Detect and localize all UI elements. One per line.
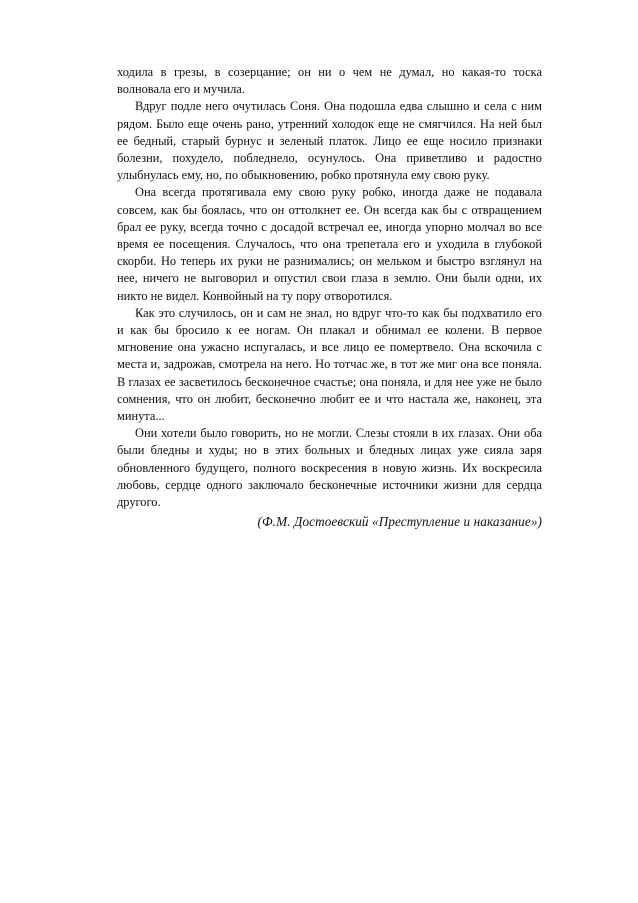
paragraph-3: Она всегда протягивала ему свою руку робко, иногда даже не подавала совсем, как бы боялась, что он оттолкнет ее. Он всегда как бы с отвращением брал ее руку, всегда точно с досадой встречал ее, иногда упорно молчал во все время ее посещения. Случалось, что она трепетала его и уходила в глубокой скорби. Но теперь их руки не разнимались; он мельком и быстро взглянул на нее, ничего не выговорил и опустил свои глаза в землю. Они были одни, их никто не видел. Конвойный на ту пору отворотился.: [117, 185, 542, 303]
paragraph-4: Как это случилось, он и сам не знал, но вдруг что-то как бы подхватило его и как бы бросило к ее ногам. Он плакал и обнимал ее колени. В первое мгновение она ужасно испугалась, и все лицо ее помертвело. Она вскочила с места и, задрожав, смотрела на него. Но тотчас же, в тот же миг она все поняла. В глазах ее засветилось бесконечное счастье; она поняла, и для нее уже не было сомнения, что он любит, бесконечно любит ее и что настала же, наконец, эта минута...: [117, 305, 542, 424]
paragraph-2: Вдруг подле него очутилась Соня. Она подошла едва слышно и села с ним рядом. Было еще очень рано, утренний холодок еще не смягчился. На ней был ее бедный, старый бурнус и зеленый платок. Лицо ее еще носило признаки болезни, похудело, побледнело, осунулось. Она приветливо и радостно улыбнулась ему, но, по обыкновению, робко протянула ему свою руку.: [117, 99, 542, 183]
attribution: (Ф.М. Достоевский «Преступление и наказание»): [257, 514, 542, 530]
paragraph-5: Они хотели было говорить, но не могли. Слезы стояли в их глазах. Они оба были бледны и худы; но в этих больных и бледных лицах уже сияла заря обновленного будущего, полного воскресения в новую жизнь. Их воскресила любовь, сердце одного заключало бесконечные источники жизни для сердца другого.: [117, 426, 542, 510]
document-page: [117, 64, 542, 530]
paragraph-1: ходила в грезы, в созерцание; он ни о чем не думал, но какая-то тоска волновала его и мучила.: [117, 65, 542, 97]
